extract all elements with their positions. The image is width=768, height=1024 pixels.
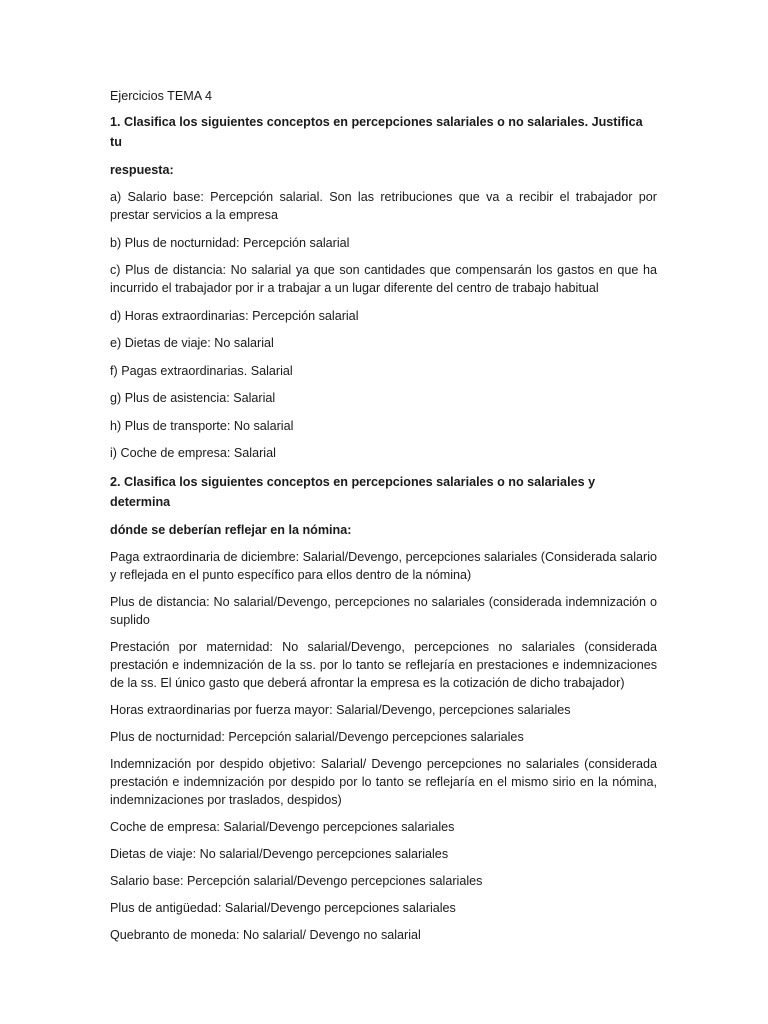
q2-item-paga-extraordinaria: Paga extraordinaria de diciembre: Salarial/Devengo, percepciones salariales (Considerada salario y reflejada en el punto específico para ellos dentro de la nómina): [110, 549, 657, 582]
q2-item-dietas-viaje: Dietas de viaje: No salarial/Devengo percepciones salariales: [110, 846, 449, 861]
q2-item-salario-base: Salario base: Percepción salarial/Devengo percepciones salariales: [110, 873, 483, 888]
q1-item-d: d) Horas extraordinarias: Percepción salarial: [110, 308, 359, 323]
q2-item-coche-empresa: Coche de empresa: Salarial/Devengo percepciones salariales: [110, 819, 455, 834]
question-1-heading-line-2: respuesta:: [110, 163, 174, 177]
q1-item-f: f) Pagas extraordinarias. Salarial: [110, 363, 293, 378]
q1-item-g: g) Plus de asistencia: Salarial: [110, 391, 276, 405]
q2-item-plus-antiguedad: Plus de antigüedad: Salarial/Devengo percepciones salariales: [110, 900, 456, 915]
question-2-heading-line-2: dónde se deberían reflejar en la nómina:: [110, 522, 352, 537]
q2-item-plus-distancia: Plus de distancia: No salarial/Devengo, percepciones no salariales (considerada indemnización o suplido: [110, 594, 657, 627]
q2-item-quebranto-moneda: Quebranto de moneda: No salarial/ Devengo no salarial: [110, 927, 421, 942]
q1-item-b: b) Plus de nocturnidad: Percepción salarial: [110, 235, 350, 250]
q2-item-horas-extraordinarias: Horas extraordinarias por fuerza mayor: Salarial/Devengo, percepciones salariales: [110, 702, 571, 717]
q2-item-plus-nocturnidad: Plus de nocturnidad: Percepción salarial/Devengo percepciones salariales: [110, 729, 524, 744]
question-1-section: [110, 112, 657, 462]
question-2-section: [110, 472, 657, 944]
question-1-heading-line-1: 1. Clasifica los siguientes conceptos en percepciones salariales o no salariales. Justifica tu: [110, 115, 643, 149]
document-title: Ejercicios TEMA 4: [110, 89, 212, 103]
q1-item-c: c) Plus de distancia: No salarial ya que son cantidades que compensarán los gastos en que ha incurrido el trabajador por ir a trabajar a un lugar diferente del centro de trabajo habitual: [110, 263, 657, 295]
q1-item-h: h) Plus de transporte: No salarial: [110, 418, 294, 433]
q2-item-prestacion-maternidad: Prestación por maternidad: No salarial/Devengo, percepciones no salariales (considerada prestación e indemnización de la ss. por lo tanto se reflejaría en prestaciones e indemnizaciones de la ss. El único gasto que deberá afrontar la empresa es la cotización de dicho trabajador): [110, 639, 657, 690]
q1-item-i: i) Coche de empresa: Salarial: [110, 446, 276, 460]
question-1-heading: [110, 112, 657, 180]
document-page: [110, 86, 657, 953]
q2-item-indemnizacion-despido: Indemnización por despido objetivo: Salarial/ Devengo percepciones no salariales (considerada prestación e indemnización por despido por lo tanto se reflejaría en el mismo sirio en la nómina, indemnizaciones por traslados, despidos): [110, 756, 657, 807]
q1-item-e: e) Dietas de viaje: No salarial: [110, 336, 274, 350]
question-2-heading: [110, 472, 657, 540]
q1-item-a: a) Salario base: Percepción salarial. Son las retribuciones que va a recibir el trabajador por prestar servicios a la empresa: [110, 190, 657, 222]
question-2-heading-line-1: 2. Clasifica los siguientes conceptos en percepciones salariales o no salariales y determina: [110, 474, 596, 509]
